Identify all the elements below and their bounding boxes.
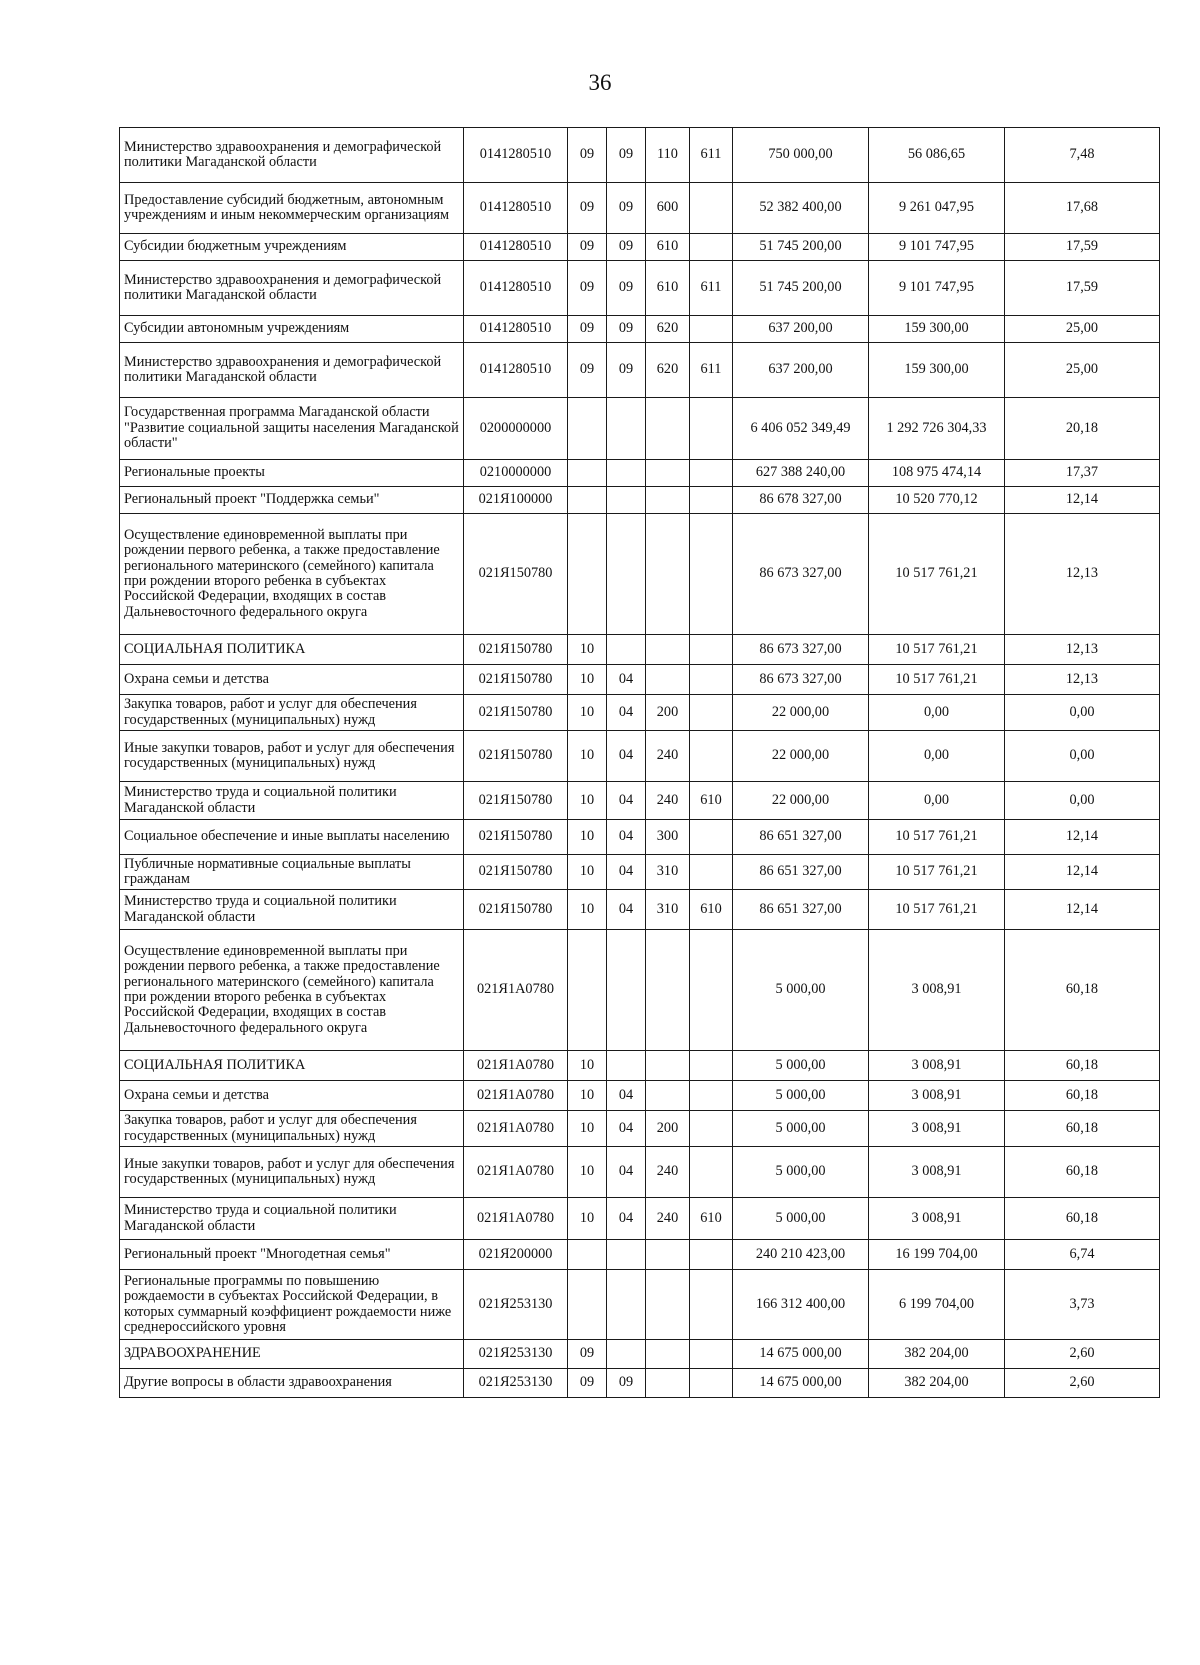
row-plan: 51 745 200,00 [733,234,869,261]
row-actual: 0,00 [869,731,1005,782]
row-actual: 56 086,65 [869,128,1005,183]
row-subsection [607,1240,646,1270]
row-expense-type [646,398,690,460]
row-name: Субсидии автономным учреждениям [120,316,464,343]
row-admin-code: 611 [690,343,733,398]
row-admin-code [690,514,733,635]
row-percent: 12,14 [1005,820,1160,855]
row-actual: 159 300,00 [869,316,1005,343]
row-code: 021Я100000 [464,487,568,514]
row-percent: 17,68 [1005,183,1160,234]
row-admin-code: 610 [690,782,733,820]
table-row [120,930,1160,1051]
row-actual: 382 204,00 [869,1340,1005,1369]
table-row [120,1369,1160,1398]
row-expense-type: 200 [646,695,690,731]
row-subsection: 09 [607,234,646,261]
row-name: Социальное обеспечение и иные выплаты населению [120,820,464,855]
row-subsection: 04 [607,731,646,782]
row-percent: 0,00 [1005,782,1160,820]
row-percent: 2,60 [1005,1369,1160,1398]
row-subsection [607,398,646,460]
row-name: Иные закупки товаров, работ и услуг для обеспечения государственных (муниципальных) нужд [120,1147,464,1198]
row-admin-code [690,695,733,731]
table-row [120,782,1160,820]
row-percent: 12,14 [1005,890,1160,930]
row-section [568,460,607,487]
row-subsection [607,1051,646,1081]
table-body [120,128,1160,1398]
table-row [120,316,1160,343]
row-subsection: 04 [607,782,646,820]
row-name: Министерство труда и социальной политики Магаданской области [120,782,464,820]
row-plan: 637 200,00 [733,343,869,398]
row-percent: 60,18 [1005,1198,1160,1240]
row-subsection: 04 [607,1198,646,1240]
row-expense-type [646,460,690,487]
row-code: 021Я200000 [464,1240,568,1270]
row-plan: 22 000,00 [733,731,869,782]
row-plan: 86 673 327,00 [733,514,869,635]
row-name: Министерство здравоохранения и демографической политики Магаданской области [120,128,464,183]
table-row [120,695,1160,731]
row-admin-code [690,460,733,487]
table-row [120,890,1160,930]
row-name: ЗДРАВООХРАНЕНИЕ [120,1340,464,1369]
row-plan: 86 651 327,00 [733,890,869,930]
row-actual: 108 975 474,14 [869,460,1005,487]
row-plan: 5 000,00 [733,1147,869,1198]
row-plan: 5 000,00 [733,1081,869,1111]
table-row [120,460,1160,487]
row-percent: 0,00 [1005,731,1160,782]
row-admin-code [690,665,733,695]
row-percent: 12,13 [1005,665,1160,695]
row-expense-type [646,1081,690,1111]
row-admin-code [690,1147,733,1198]
row-expense-type: 110 [646,128,690,183]
row-actual: 0,00 [869,782,1005,820]
row-expense-type [646,635,690,665]
row-section: 10 [568,855,607,890]
row-percent: 12,13 [1005,635,1160,665]
row-actual: 10 517 761,21 [869,514,1005,635]
row-section [568,930,607,1051]
row-section: 09 [568,316,607,343]
row-section: 09 [568,261,607,316]
row-admin-code [690,1051,733,1081]
table-row [120,487,1160,514]
row-name: Региональные программы по повышению рождаемости в субъектах Российской Федерации, в которых суммарный коэффициент рождаемости ниже среднероссийского уровня [120,1270,464,1340]
row-expense-type [646,665,690,695]
row-plan: 750 000,00 [733,128,869,183]
row-plan: 627 388 240,00 [733,460,869,487]
row-name: Региональный проект "Поддержка семьи" [120,487,464,514]
row-code: 021Я253130 [464,1369,568,1398]
table-row [120,398,1160,460]
row-expense-type: 620 [646,316,690,343]
row-subsection: 09 [607,1369,646,1398]
row-percent: 60,18 [1005,1081,1160,1111]
row-admin-code [690,1369,733,1398]
table-row [120,1111,1160,1147]
row-name: Субсидии бюджетным учреждениям [120,234,464,261]
row-subsection: 09 [607,343,646,398]
row-plan: 52 382 400,00 [733,183,869,234]
row-name: Министерство труда и социальной политики Магаданской области [120,1198,464,1240]
row-expense-type: 310 [646,855,690,890]
row-admin-code [690,234,733,261]
row-admin-code [690,930,733,1051]
row-subsection: 04 [607,820,646,855]
row-code: 021Я150780 [464,782,568,820]
row-percent: 2,60 [1005,1340,1160,1369]
row-percent: 12,14 [1005,487,1160,514]
row-admin-code: 611 [690,128,733,183]
row-percent: 6,74 [1005,1240,1160,1270]
row-code: 0141280510 [464,234,568,261]
row-actual: 382 204,00 [869,1369,1005,1398]
row-admin-code [690,487,733,514]
row-section: 10 [568,1111,607,1147]
row-code: 0141280510 [464,183,568,234]
row-section: 10 [568,731,607,782]
row-code: 0200000000 [464,398,568,460]
row-expense-type [646,1340,690,1369]
row-actual: 9 101 747,95 [869,261,1005,316]
row-percent: 25,00 [1005,316,1160,343]
table-row [120,1147,1160,1198]
row-subsection: 04 [607,1147,646,1198]
table-row [120,1198,1160,1240]
row-name: Охрана семьи и детства [120,665,464,695]
row-section [568,487,607,514]
row-plan: 86 651 327,00 [733,820,869,855]
row-code: 021Я1А0780 [464,1051,568,1081]
row-name: Осуществление единовременной выплаты при рождении первого ребенка, а также предоставление регионального материнского (семейного) капитала при рождении второго ребенка в субъектах Российской Федерации, входящих в состав Дальневосточного федерального округа [120,514,464,635]
row-code: 0210000000 [464,460,568,487]
row-expense-type: 200 [646,1111,690,1147]
row-expense-type: 620 [646,343,690,398]
row-subsection: 04 [607,1111,646,1147]
row-percent: 12,14 [1005,855,1160,890]
row-admin-code: 610 [690,1198,733,1240]
row-plan: 86 678 327,00 [733,487,869,514]
row-admin-code [690,1111,733,1147]
row-name: Иные закупки товаров, работ и услуг для обеспечения государственных (муниципальных) нужд [120,731,464,782]
row-plan: 5 000,00 [733,1051,869,1081]
row-section: 10 [568,1051,607,1081]
row-actual: 10 517 761,21 [869,820,1005,855]
row-code: 021Я1А0780 [464,1111,568,1147]
row-name: Министерство здравоохранения и демографической политики Магаданской области [120,261,464,316]
row-percent: 20,18 [1005,398,1160,460]
row-code: 021Я150780 [464,665,568,695]
row-section: 09 [568,1340,607,1369]
row-plan: 14 675 000,00 [733,1369,869,1398]
table-row [120,820,1160,855]
row-actual: 10 517 761,21 [869,890,1005,930]
row-name: СОЦИАЛЬНАЯ ПОЛИТИКА [120,1051,464,1081]
table-row [120,635,1160,665]
row-section: 10 [568,1198,607,1240]
row-expense-type [646,487,690,514]
row-expense-type [646,930,690,1051]
row-plan: 637 200,00 [733,316,869,343]
row-subsection [607,635,646,665]
row-code: 021Я150780 [464,635,568,665]
row-code: 021Я150780 [464,820,568,855]
row-actual: 3 008,91 [869,1051,1005,1081]
row-expense-type: 240 [646,1147,690,1198]
row-code: 021Я150780 [464,695,568,731]
row-percent: 25,00 [1005,343,1160,398]
row-plan: 22 000,00 [733,782,869,820]
row-percent: 60,18 [1005,1111,1160,1147]
row-percent: 17,37 [1005,460,1160,487]
row-subsection: 04 [607,665,646,695]
row-name: Государственная программа Магаданской области "Развитие социальной защиты населения Магаданской области" [120,398,464,460]
row-expense-type [646,1270,690,1340]
row-subsection: 09 [607,128,646,183]
row-code: 021Я1А0780 [464,1147,568,1198]
row-section [568,514,607,635]
row-percent: 17,59 [1005,261,1160,316]
row-name: Публичные нормативные социальные выплаты гражданам [120,855,464,890]
row-actual: 10 517 761,21 [869,665,1005,695]
row-section [568,1240,607,1270]
row-code: 0141280510 [464,128,568,183]
row-admin-code [690,855,733,890]
table-row [120,1270,1160,1340]
row-percent: 12,13 [1005,514,1160,635]
row-plan: 86 651 327,00 [733,855,869,890]
row-code: 0141280510 [464,261,568,316]
row-expense-type [646,1240,690,1270]
row-expense-type: 240 [646,731,690,782]
row-section: 10 [568,1147,607,1198]
row-admin-code [690,398,733,460]
row-section: 09 [568,1369,607,1398]
row-plan: 22 000,00 [733,695,869,731]
row-plan: 6 406 052 349,49 [733,398,869,460]
row-name: Региональные проекты [120,460,464,487]
row-plan: 240 210 423,00 [733,1240,869,1270]
row-subsection: 09 [607,183,646,234]
row-expense-type [646,1051,690,1081]
row-section: 09 [568,183,607,234]
row-expense-type: 310 [646,890,690,930]
row-section: 10 [568,1081,607,1111]
row-subsection [607,514,646,635]
row-section: 09 [568,234,607,261]
table-row [120,731,1160,782]
row-actual: 159 300,00 [869,343,1005,398]
row-admin-code [690,1340,733,1369]
row-percent: 60,18 [1005,1051,1160,1081]
row-plan: 86 673 327,00 [733,635,869,665]
row-code: 021Я150780 [464,731,568,782]
row-name: СОЦИАЛЬНАЯ ПОЛИТИКА [120,635,464,665]
row-percent: 60,18 [1005,930,1160,1051]
row-actual: 10 517 761,21 [869,855,1005,890]
row-actual: 6 199 704,00 [869,1270,1005,1340]
table-row [120,234,1160,261]
row-actual: 1 292 726 304,33 [869,398,1005,460]
row-subsection [607,460,646,487]
row-subsection: 04 [607,1081,646,1111]
row-actual: 9 101 747,95 [869,234,1005,261]
row-name: Министерство здравоохранения и демографической политики Магаданской области [120,343,464,398]
row-admin-code [690,731,733,782]
budget-table [119,127,1160,1398]
row-section: 10 [568,665,607,695]
table-row [120,1340,1160,1369]
row-admin-code [690,1081,733,1111]
table-row [120,343,1160,398]
table-row [120,128,1160,183]
row-name: Министерство труда и социальной политики Магаданской области [120,890,464,930]
row-subsection: 04 [607,890,646,930]
row-subsection: 04 [607,695,646,731]
table-row [120,665,1160,695]
row-name: Закупка товаров, работ и услуг для обеспечения государственных (муниципальных) нужд [120,1111,464,1147]
row-name: Предоставление субсидий бюджетным, автономным учреждениям и иным некоммерческим организациям [120,183,464,234]
row-expense-type: 600 [646,183,690,234]
table-row [120,1051,1160,1081]
row-expense-type: 240 [646,782,690,820]
row-expense-type [646,1369,690,1398]
row-actual: 3 008,91 [869,1111,1005,1147]
row-section: 10 [568,635,607,665]
row-admin-code [690,1240,733,1270]
row-code: 021Я253130 [464,1340,568,1369]
row-subsection [607,1270,646,1340]
row-subsection [607,1340,646,1369]
table-row [120,261,1160,316]
row-name: Региональный проект "Многодетная семья" [120,1240,464,1270]
row-admin-code [690,183,733,234]
row-section: 10 [568,890,607,930]
row-name: Охрана семьи и детства [120,1081,464,1111]
row-expense-type: 240 [646,1198,690,1240]
row-admin-code: 610 [690,890,733,930]
row-subsection [607,930,646,1051]
row-name: Закупка товаров, работ и услуг для обеспечения государственных (муниципальных) нужд [120,695,464,731]
row-code: 021Я150780 [464,855,568,890]
row-expense-type [646,514,690,635]
row-subsection [607,487,646,514]
row-code: 0141280510 [464,316,568,343]
row-name: Осуществление единовременной выплаты при рождении первого ребенка, а также предоставление регионального материнского (семейного) капитала при рождении второго ребенка в субъектах Российской Федерации, входящих в состав Дальневосточного федерального округа [120,930,464,1051]
row-plan: 51 745 200,00 [733,261,869,316]
row-admin-code [690,635,733,665]
row-admin-code [690,1270,733,1340]
row-actual: 9 261 047,95 [869,183,1005,234]
row-plan: 86 673 327,00 [733,665,869,695]
row-code: 021Я1А0780 [464,930,568,1051]
row-actual: 10 520 770,12 [869,487,1005,514]
row-percent: 3,73 [1005,1270,1160,1340]
page-number: 36 [588,70,612,95]
table-row [120,514,1160,635]
row-percent: 0,00 [1005,695,1160,731]
row-actual: 3 008,91 [869,1198,1005,1240]
row-expense-type: 610 [646,234,690,261]
row-code: 021Я150780 [464,890,568,930]
row-actual: 10 517 761,21 [869,635,1005,665]
row-actual: 3 008,91 [869,930,1005,1051]
row-expense-type: 300 [646,820,690,855]
row-plan: 5 000,00 [733,1111,869,1147]
row-section [568,398,607,460]
row-subsection: 09 [607,316,646,343]
row-percent: 17,59 [1005,234,1160,261]
row-section: 09 [568,343,607,398]
row-section: 09 [568,128,607,183]
row-code: 021Я1А0780 [464,1081,568,1111]
row-name: Другие вопросы в области здравоохранения [120,1369,464,1398]
row-plan: 5 000,00 [733,930,869,1051]
table-row [120,183,1160,234]
row-section: 10 [568,782,607,820]
row-expense-type: 610 [646,261,690,316]
row-plan: 5 000,00 [733,1198,869,1240]
row-plan: 166 312 400,00 [733,1270,869,1340]
row-admin-code: 611 [690,261,733,316]
row-actual: 3 008,91 [869,1081,1005,1111]
row-code: 021Я253130 [464,1270,568,1340]
row-code: 021Я150780 [464,514,568,635]
row-admin-code [690,316,733,343]
row-section [568,1270,607,1340]
table-row [120,1081,1160,1111]
row-section: 10 [568,695,607,731]
table-row [120,855,1160,890]
row-code: 0141280510 [464,343,568,398]
row-section: 10 [568,820,607,855]
row-subsection: 04 [607,855,646,890]
row-actual: 0,00 [869,695,1005,731]
row-actual: 3 008,91 [869,1147,1005,1198]
row-plan: 14 675 000,00 [733,1340,869,1369]
row-percent: 60,18 [1005,1147,1160,1198]
row-percent: 7,48 [1005,128,1160,183]
row-code: 021Я1А0780 [464,1198,568,1240]
row-subsection: 09 [607,261,646,316]
row-admin-code [690,820,733,855]
table-row [120,1240,1160,1270]
row-actual: 16 199 704,00 [869,1240,1005,1270]
